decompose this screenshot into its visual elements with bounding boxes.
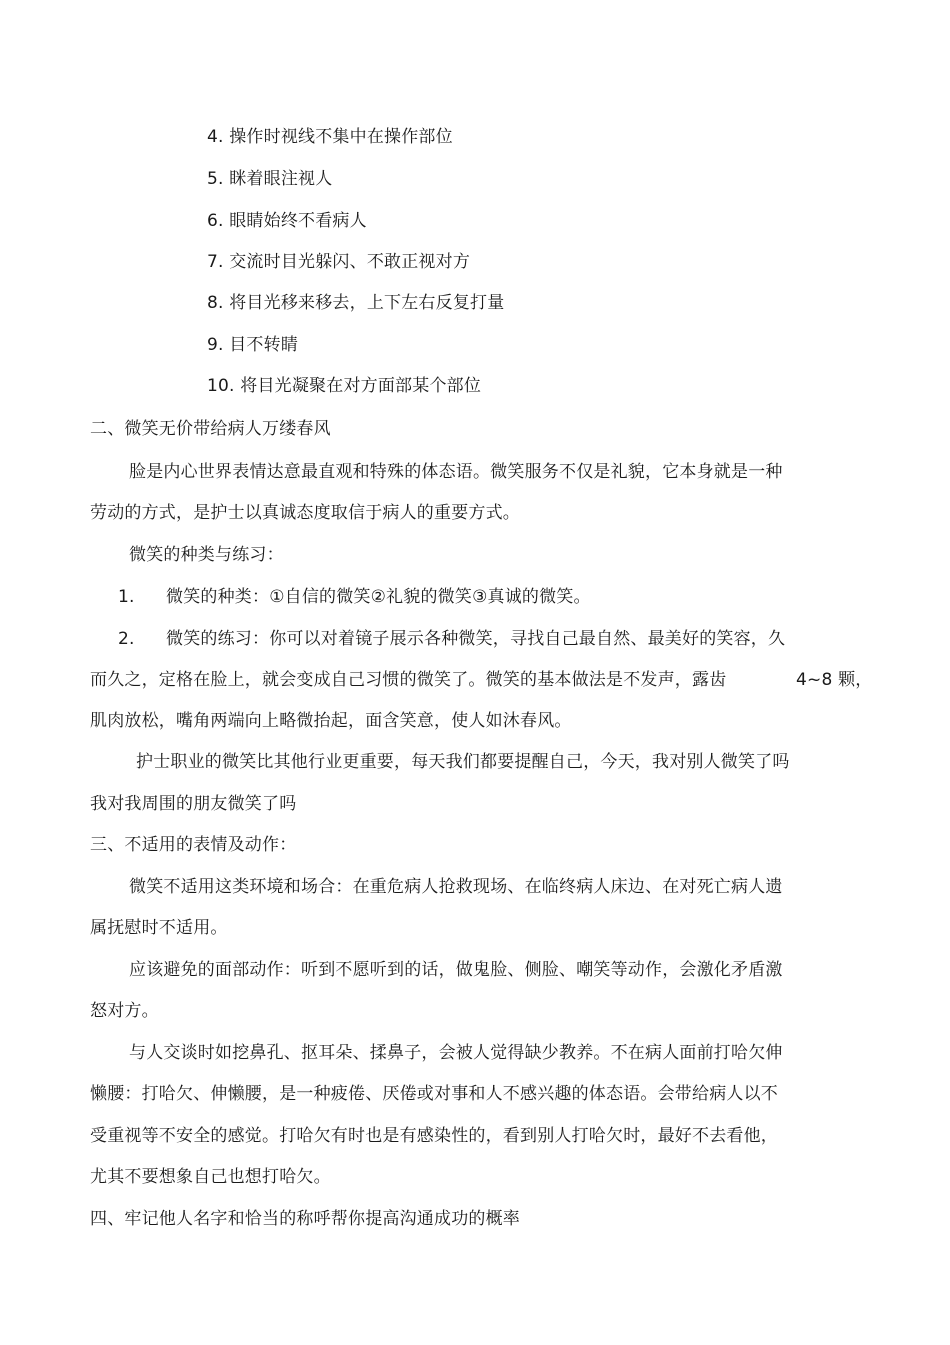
list-item: 9. 目不转睛 (207, 335, 299, 355)
paragraph-line: 懒腰：打哈欠、伸懒腰，是一种疲倦、厌倦或对事和人不感兴趣的体态语。会带给病人以不 (90, 1084, 778, 1104)
list-item: 8. 将目光移来移去，上下左右反复打量 (207, 293, 505, 313)
paragraph-line: 怒对方。 (90, 1001, 159, 1021)
paragraph-line: 而久之，定格在脸上，就会变成自己习惯的微笑了。微笑的基本做法是不发声，露齿 (90, 670, 727, 690)
paragraph-line: 属抚慰时不适用。 (90, 918, 228, 938)
paragraph-line: 劳动的方式，是护士以真诚态度取信于病人的重要方式。 (90, 503, 520, 523)
paragraph-line: 微笑不适用这类环境和场合：在重危病人抢救现场、在临终病人床边、在对死亡病人遗 (129, 877, 783, 897)
paragraph-line: 受重视等不安全的感觉。打哈欠有时也是有感染性的，看到别人打哈欠时，最好不去看他， (90, 1126, 778, 1146)
paragraph-line: 护士职业的微笑比其他行业更重要，每天我们都要提醒自己，今天，我对别人微笑了吗 (136, 752, 790, 772)
list-item: 7. 交流时目光躲闪、不敢正视对方 (207, 252, 471, 272)
section-heading: 二、微笑无价带给病人万缕春风 (90, 419, 331, 439)
list-item: 4. 操作时视线不集中在操作部位 (207, 127, 453, 147)
section-heading: 四、牢记他人名字和恰当的称呼帮你提高沟通成功的概率 (90, 1209, 520, 1229)
subheading: 微笑的种类与练习： (129, 545, 284, 565)
paragraph-line-tail: 4~8 颗， (796, 670, 873, 690)
section-heading: 三、不适用的表情及动作： (90, 835, 297, 855)
item-number: 2. (118, 629, 135, 649)
list-item: 5. 眯着眼注视人 (207, 169, 333, 189)
item-text: 微笑的练习：你可以对着镜子展示各种微笑，寻找自己最自然、最美好的笑容，久 (166, 629, 786, 649)
item-text: 微笑的种类：①自信的微笑②礼貌的微笑③真诚的微笑。 (166, 587, 591, 607)
list-item: 6. 眼睛始终不看病人 (207, 211, 367, 231)
paragraph-line: 我对我周围的朋友微笑了吗 (90, 794, 297, 814)
list-item: 10. 将目光凝聚在对方面部某个部位 (207, 376, 482, 396)
paragraph-line: 肌肉放松，嘴角两端向上略微抬起，面含笑意，使人如沐春风。 (90, 711, 572, 731)
paragraph-line: 尤其不要想象自己也想打哈欠。 (90, 1167, 331, 1187)
paragraph-line: 应该避免的面部动作：听到不愿听到的话，做鬼脸、侧脸、嘲笑等动作，会激化矛盾激 (129, 960, 783, 980)
paragraph-line: 脸是内心世界表情达意最直观和特殊的体态语。微笑服务不仅是礼貌，它本身就是一种 (129, 462, 783, 482)
item-number: 1. (118, 587, 135, 607)
paragraph-line: 与人交谈时如挖鼻孔、抠耳朵、揉鼻子，会被人觉得缺少教养。不在病人面前打哈欠伸 (129, 1043, 783, 1063)
